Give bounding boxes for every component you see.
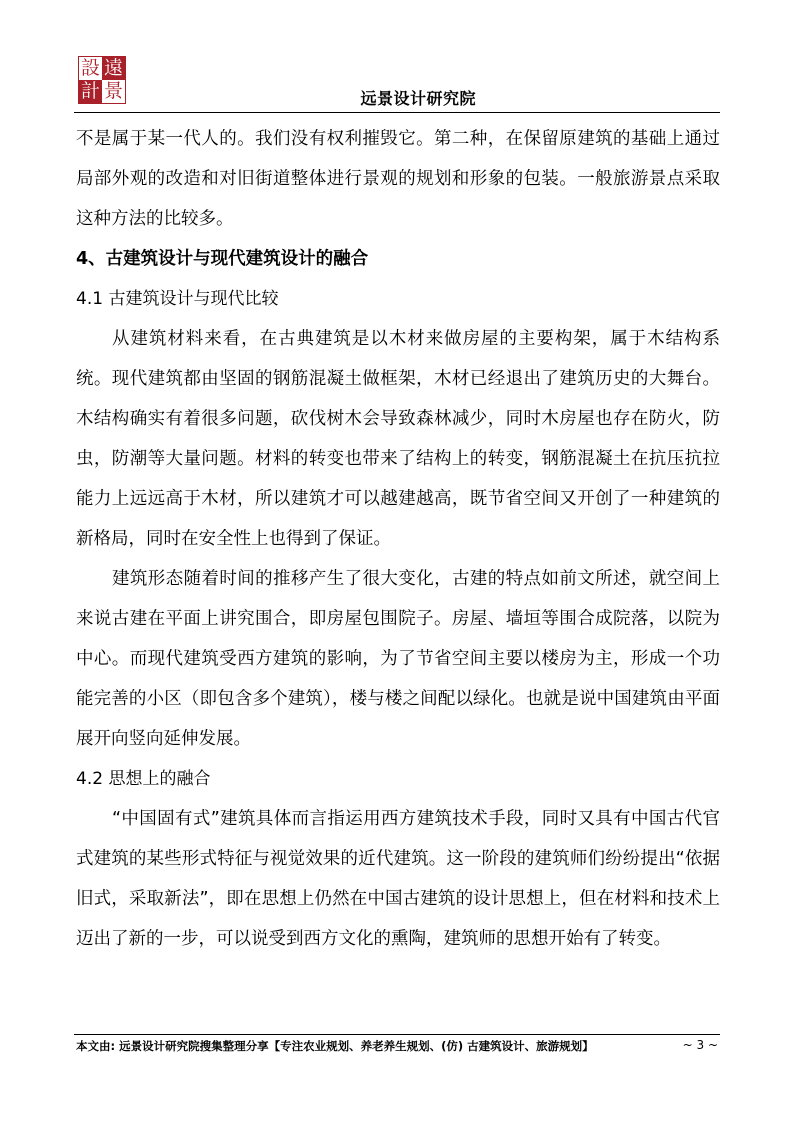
subsection-heading: 4.2 思想上的融合: [76, 769, 211, 789]
paragraph: 从建筑材料来看，在古典建筑是以木材来做房屋的主要构架，属于木结构系统。现代建筑都由坚固的钢筋混凝土做框架，木材已经退出了建筑历史的大舞台。木结构确实有着很多问题，砍伐树木会导致森林减少，同时木房屋也存在防火，防虫，防潮等大量问题。材料的转变也带来了结构上的转变，钢筋混凝土在抗压抗拉能力上远远高于木材，所以建筑才可以越建越高，既节省空间又开创了一种建筑的新格局，同时在安全性上也得到了保证。: [76, 329, 720, 549]
logo: [78, 56, 126, 104]
logo-char: 計: [80, 80, 100, 102]
section-heading: 4、古建筑设计与现代建筑设计的融合: [76, 249, 369, 269]
footer-source: 本文由: 远景设计研究院搜集整理分享【专注农业规划、养老养生规划、(仿) 古建筑设计、旅游规划】: [76, 1039, 594, 1053]
header-divider: [74, 112, 720, 113]
header-title: 远景设计研究院: [360, 89, 476, 108]
paragraph: “中国固有式”建筑具体而言指运用西方建筑技术手段，同时又具有中国古代官式建筑的某些形式特征与视觉效果的近代建筑。这一阶段的建筑师们纷纷提出“依据旧式，采取新法”，即在思想上仍然在中国古建筑的设计思想上，但在材料和技术上迈出了新的一步，可以说受到西方文化的熏陶，建筑师的思想开始有了转变。: [76, 809, 720, 949]
page-number: ~ 3 ~: [682, 1038, 718, 1052]
logo-char: 景: [103, 80, 123, 102]
logo-char: 設: [80, 57, 100, 79]
logo-char: 遠: [103, 57, 123, 79]
document-body: [76, 119, 720, 959]
paragraph: 不是属于某一代人的。我们没有权利摧毁它。第二种，在保留原建筑的基础上通过局部外观的改造和对旧街道整体进行景观的规划和形象的包装。一般旅游景点采取这种方法的比较多。: [76, 129, 720, 229]
paragraph: 建筑形态随着时间的推移产生了很大变化，古建的特点如前文所述，就空间上来说古建在平面上讲究围合，即房屋包围院子。房屋、墙垣等围合成院落，以院为中心。而现代建筑受西方建筑的影响，为了节省空间主要以楼房为主，形成一个功能完善的小区（即包含多个建筑），楼与楼之间配以绿化。也就是说中国建筑由平面展开向竖向延伸发展。: [76, 569, 720, 749]
subsection-heading: 4.1 古建筑设计与现代比较: [76, 289, 279, 309]
footer-divider: [74, 1034, 720, 1035]
